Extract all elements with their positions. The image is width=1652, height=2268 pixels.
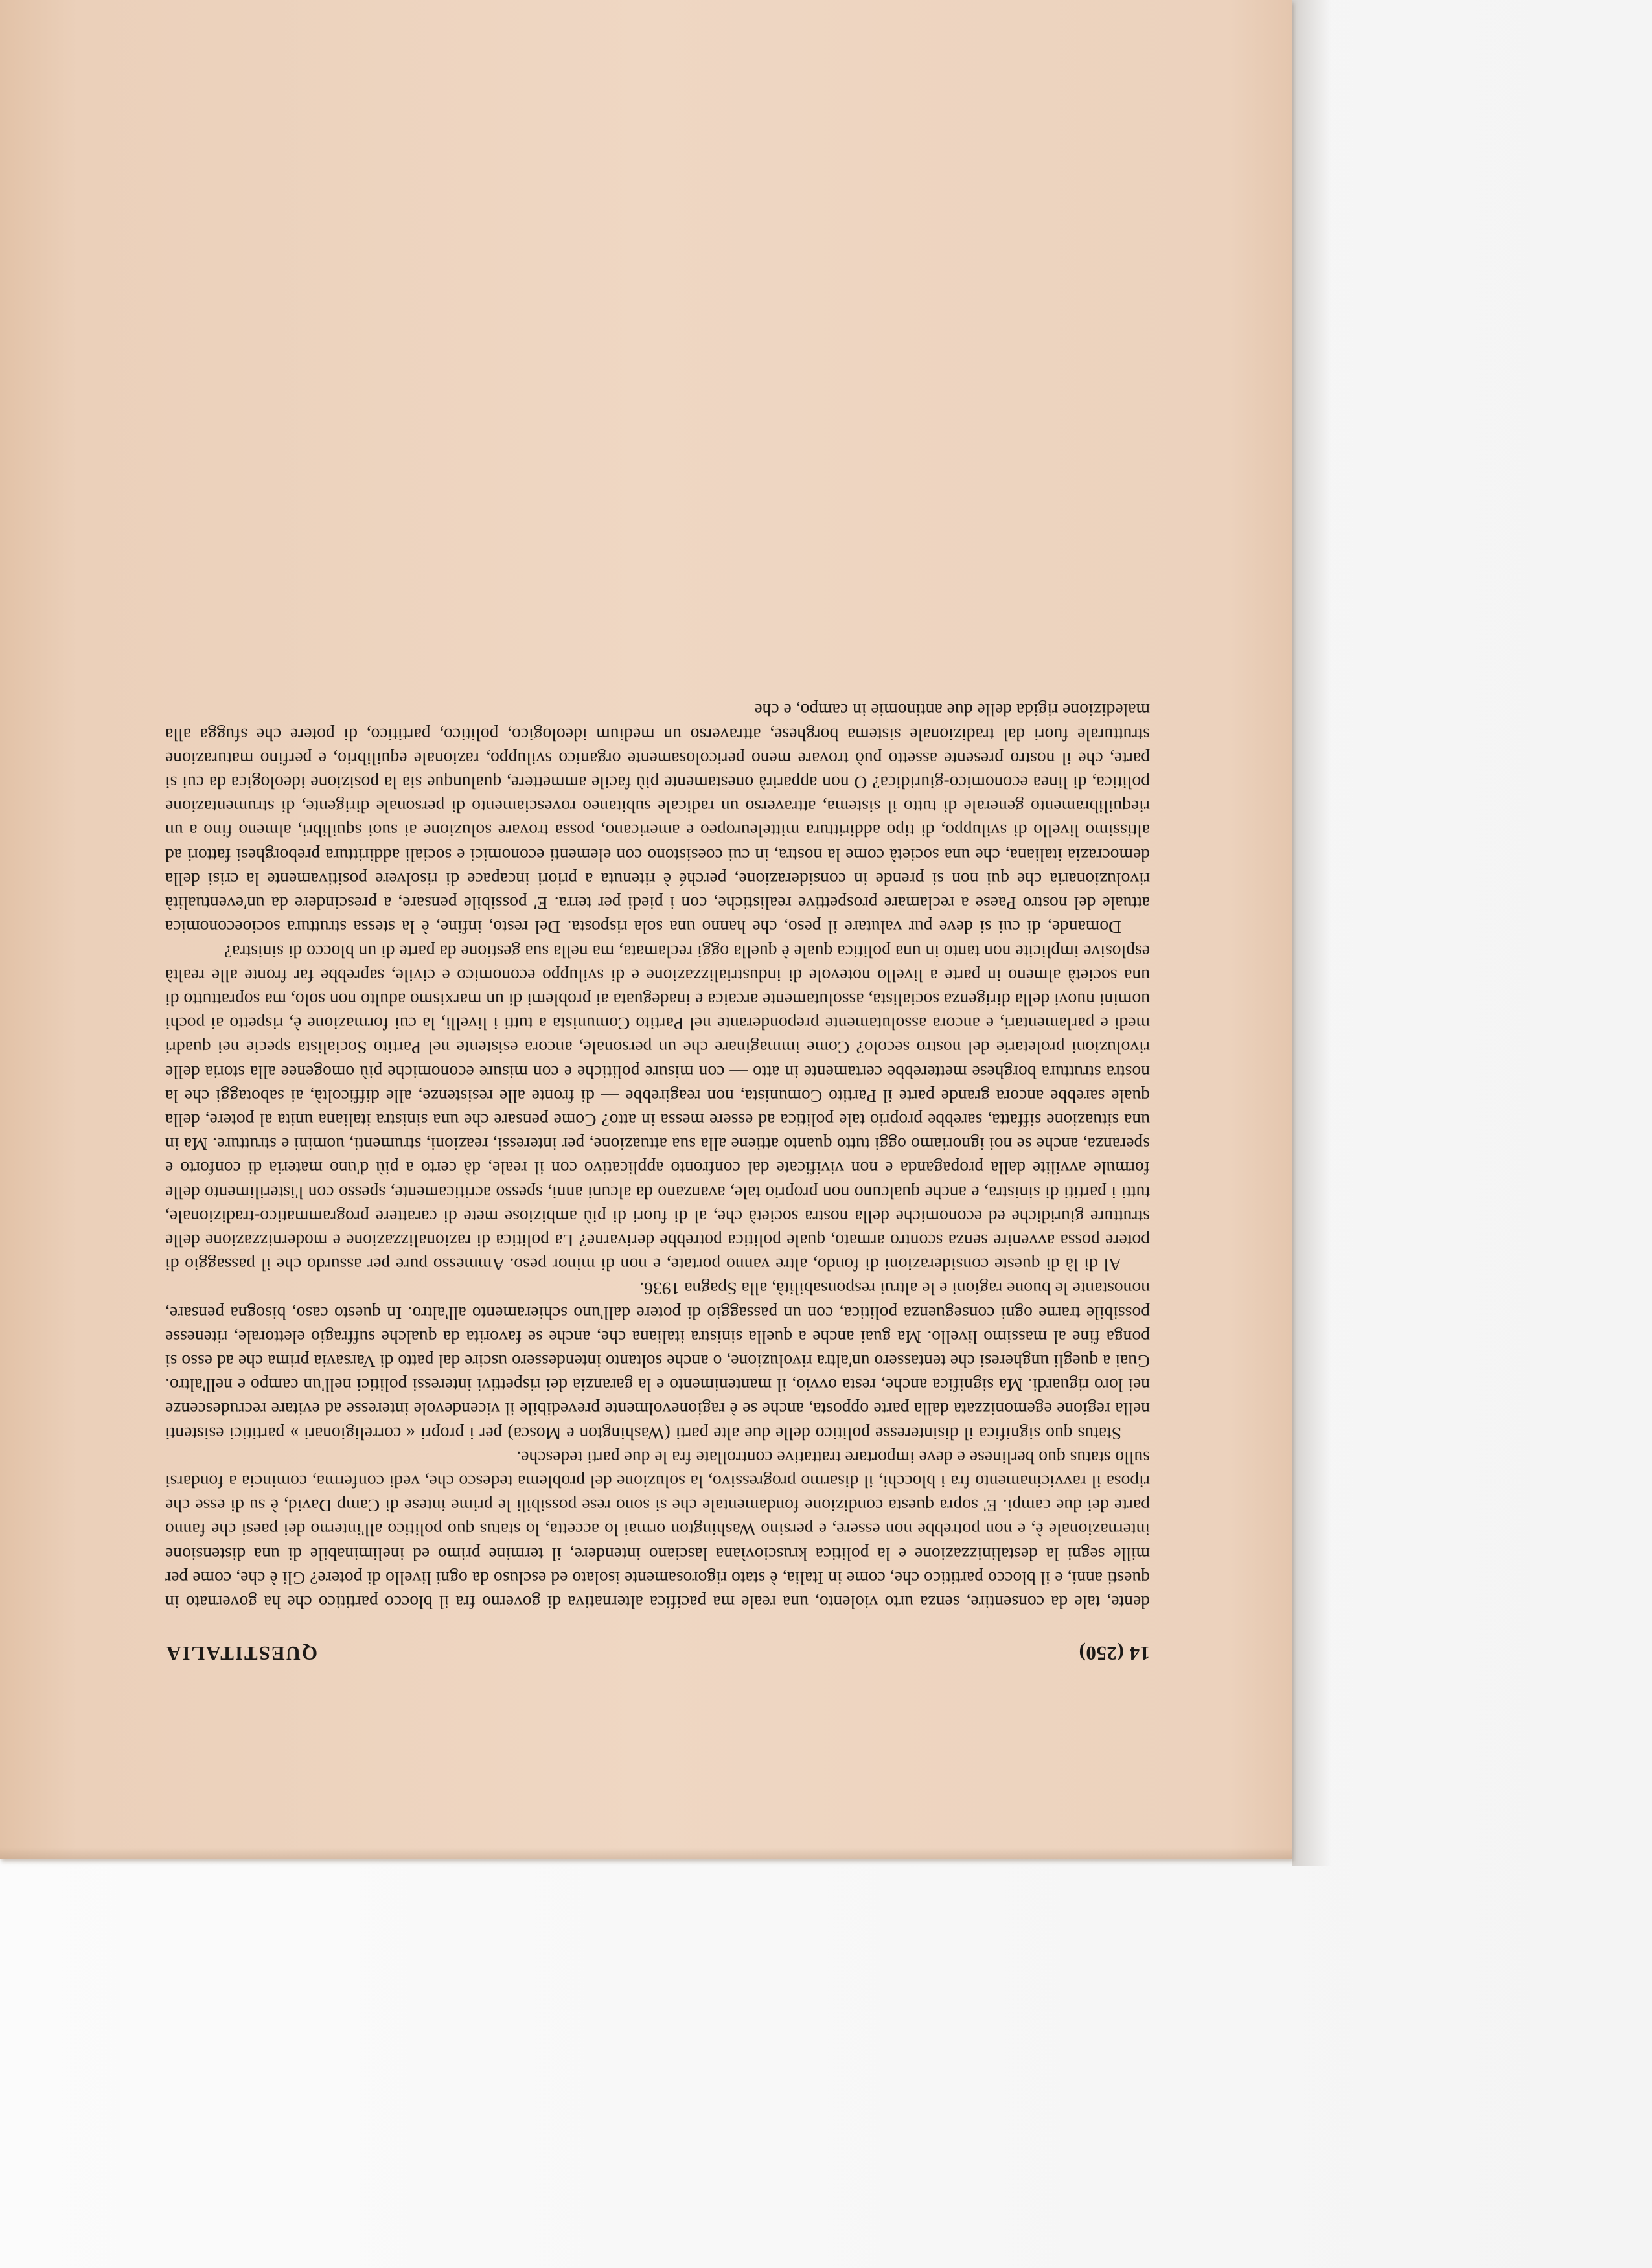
running-head [165,1642,1150,1665]
page-number: 14 (250) [1079,1642,1150,1665]
paragraph-3: Al di là di queste considerazioni di fondo, altre vanno portate, e non di minor peso. Ammesso pure per assurdo che il passaggio di potere possa avvenire senza scontro armato, quale politica potrebbe derivarne? La politica di razionalizzazione e modernizzazione delle strutture giuridiche ed economiche della nostra società che, al di fuori di più ambiziose mete di carattere programmatico-tradizionale, tutti i partiti di sinistra, e anche qualcuno non proprio tale, avanzano da alcuni anni, spesso acriticamente, spesso con l'isterilimento delle formule avvilite dalla propaganda e non vivificate dal confronto applicativo con il reale, dà certo a più d'uno materia di conforto e speranza, anche se noi ignoriamo oggi tutto quanto attiene alla sua attuazione, per interessi, reazioni, strumenti, uomini e strutture. Ma in una situazione siffatta, sarebbe proprio tale politica ad essere messa in atto? Come pensare che una sinistra italiana unita al potere, della quale sarebbe ancora grande parte il Partito Comunista, non reagirebbe — di fronte alle resistenze, alle difficoltà, ai sabotaggi che la nostra struttura borghese metterebbe certamente in atto — con misure politiche e con misure economiche più omogenee alla storia delle rivoluzioni proletarie del nostro secolo? Come immaginare che un personale, ancora esistente nel Partito Socialista specie nei quadri medi e parlamentari, e ancora assolutamente preponderante nel Partito Comunista a tutti i livelli, la cui formazione è, rispetto ai pochi uomini nuovi della dirigenza socialista, assolutamente arcaica e inadeguata ai problemi di un marxismo adulto non solo, ma soprattutto di una società almeno in parte a livello notevole di industrializzazione e di sviluppo economico e civile, saprebbe far fronte alle realtà esplosive implicite non tanto in una politica quale è quella oggi reclamata, ma nella sua gestione da parte di un blocco di sinistra? [165,941,1150,1276]
page-content-rotated [165,123,1150,1665]
paragraph-4: Domande, di cui si deve pur valutare il peso, che hanno una sola risposta. Del resto, infine, è la stessa struttura socioeconomica attuale del nostro Paese a reclamare prospettive realistiche, con i piedi per terra. E' possibile pensare, a prescindere da un'eventualità rivoluzionaria che qui non si prende in considerazione, perché è ritenuta a priori incapace di risolvere positivamente la crisi della democrazia italiana, che una società come la nostra, in cui coesistono con elementi economici e sociali addirittura preborghesi fattori ad altissimo livello di sviluppo, di tipo addirittura mitteleuropeo e americano, possa trovare soluzione ai suoi squilibri, almeno fino a un riequilibramento generale di tutto il sistema, attraverso un radicale subitaneo rovesciamento di personale dirigente, di strumentazione politica, di linea economico-giuridica? O non apparirà onestamente più facile ammettere, qualunque sia la posizione ideologica da cui si parte, che il nostro presente assetto può trovare meno pericolosamente organico sviluppo, razionale equilibrio, e perfino maturazione strutturale fuori dal tradizionale sistema borghese, attraverso un medium ideologico, politico, partitico, di potere che sfugga alla maledizione rigida delle due antinomie in campo, e che [165,700,1150,938]
paragraph-2: Status quo significa il disinteresse politico delle due alte parti (Washington e Mosca) per i propri « correligionari » partitici esistenti nella regione egemonizzata dalla parte opposta, anche se è ragionevolmente prevedibile il vicendevole interesse ad evitare recrudescenze nei loro riguardi. Ma significa anche, resta ovvio, il mantenimento e la garanzia dei rispettivi interessi politici nell'un campo e nell'altro. Guai a quegli ungheresi che tentassero un'altra rivoluzione, o anche soltanto intendessero uscire dal patto di Varsavia prima che ad esso si ponga fine al massimo livello. Ma guai anche a quella sinistra italiana che, anche se favorita da qualche suffragio elettorale, ritenesse possibile trarne ogni conseguenza politica, con un passaggio di potere dall'uno schieramento all'altro. In questo caso, bisogna pensare, nonostante le buone ragioni e le altrui responsabilità, alla Spagna 1936. [165,1279,1150,1444]
page-edge-shadow [1292,0,1331,1866]
bleed-through-mark [1581,1140,1633,1218]
journal-title: QUESTITALIA [165,1642,318,1665]
article-body [165,698,1150,1614]
paragraph-1: dente, tale da consentire, senza urto violento, una reale ma pacifica alternativa di governo fra il blocco partitico che ha governato in questi anni, e il blocco partitico che, come in Italia, è stato rigorosamente isolato ed escluso da ogni livello di potere? Gli è che, come per mille segni la destalinizzazione e la politica krusciovìana lasciano intendere, il termine primo ed ineliminabile di una distensione internazionale è, e non potrebbe non essere, e persino Washington ormai lo accetta, lo status quo politico all'interno dei paesi che fanno parte dei due campi. E' sopra questa condizione fondamentale che si sono rese possibili le prime intese di Camp David, è su di esse che riposa il ravvicinamento fra i blocchi, il disarmo progressivo, la soluzione del problema tedesco che, vedi conferma, comincia a fondarsi sullo status quo berlinese e deve importare trattative controllate fra le due parti tedesche. [165,1447,1150,1612]
